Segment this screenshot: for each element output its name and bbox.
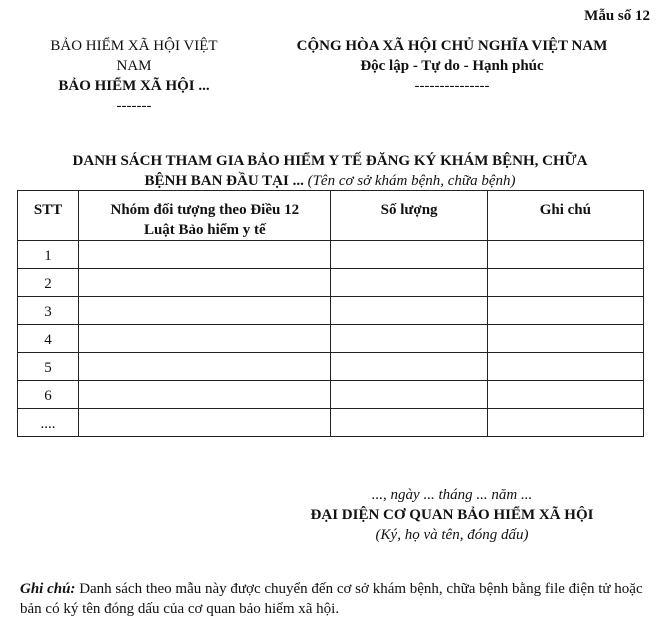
row-quantity-cell bbox=[331, 241, 487, 269]
row-stt: 1 bbox=[18, 241, 79, 269]
row-quantity-cell bbox=[331, 325, 487, 353]
row-quantity-cell bbox=[331, 381, 487, 409]
sub-agency-name: BẢO HIỂM XÃ HỘI ... bbox=[58, 78, 210, 94]
header-target-group-line2: Luật Bảo hiểm y tế bbox=[143, 222, 266, 238]
row-stt: 4 bbox=[18, 325, 79, 353]
table-row bbox=[18, 409, 644, 437]
row-target-group-cell bbox=[79, 381, 331, 409]
header-target-group-line1: Nhóm đối tượng theo Điều 12 bbox=[110, 202, 300, 218]
row-stt: 2 bbox=[18, 269, 79, 297]
facility-name-hint: (Tên cơ sở khám bệnh, chữa bệnh) bbox=[307, 173, 516, 189]
row-notes-cell bbox=[487, 297, 643, 325]
row-target-group-cell bbox=[79, 241, 331, 269]
header-quantity: Số lượng bbox=[331, 191, 487, 241]
signature-block bbox=[262, 485, 642, 545]
title-line2 bbox=[20, 171, 640, 191]
row-quantity-cell bbox=[331, 269, 487, 297]
row-quantity-cell bbox=[331, 409, 487, 437]
form-number: Mẫu số 12 bbox=[584, 8, 650, 24]
national-motto: Độc lập - Tự do - Hạnh phúc bbox=[360, 58, 544, 74]
row-notes-cell bbox=[487, 269, 643, 297]
header-stt: STT bbox=[18, 191, 79, 241]
row-quantity-cell bbox=[331, 353, 487, 381]
header-target-group bbox=[79, 191, 331, 241]
row-notes-cell bbox=[487, 409, 643, 437]
table-row bbox=[18, 381, 644, 409]
row-target-group-cell bbox=[79, 269, 331, 297]
row-quantity-cell bbox=[331, 297, 487, 325]
row-target-group-cell bbox=[79, 297, 331, 325]
row-notes-cell bbox=[487, 241, 643, 269]
title-line2-text: BỆNH BAN ĐẦU TẠI ... bbox=[144, 173, 304, 189]
agency-divider: ------- bbox=[116, 98, 152, 114]
table-row bbox=[18, 241, 644, 269]
row-stt: 5 bbox=[18, 353, 79, 381]
row-target-group-cell bbox=[79, 353, 331, 381]
signature-instruction: (Ký, họ và tên, đóng dấu) bbox=[375, 527, 529, 543]
footnote-label: Ghi chú: bbox=[20, 581, 76, 597]
table-row bbox=[18, 269, 644, 297]
agency-name-line1: BẢO HIỂM XÃ HỘI VIỆT bbox=[50, 38, 218, 54]
header-notes: Ghi chú bbox=[487, 191, 643, 241]
table-row bbox=[18, 353, 644, 381]
registration-table bbox=[17, 190, 644, 437]
row-notes-cell bbox=[487, 353, 643, 381]
title-line1: DANH SÁCH THAM GIA BẢO HIỂM Y TẾ ĐĂNG KÝ KHÁM BỆNH, CHỮA bbox=[72, 153, 588, 169]
row-stt: .... bbox=[18, 409, 79, 437]
signature-title: ĐẠI DIỆN CƠ QUAN BẢO HIỂM XÃ HỘI bbox=[310, 507, 594, 523]
row-target-group-cell bbox=[79, 325, 331, 353]
row-target-group-cell bbox=[79, 409, 331, 437]
country-name: CỘNG HÒA XÃ HỘI CHỦ NGHĨA VIỆT NAM bbox=[296, 38, 608, 54]
footnote bbox=[20, 579, 650, 619]
document-title bbox=[20, 151, 640, 191]
row-stt: 6 bbox=[18, 381, 79, 409]
agency-name-line2: NAM bbox=[116, 58, 152, 74]
national-divider: --------------- bbox=[414, 78, 490, 94]
row-stt: 3 bbox=[18, 297, 79, 325]
row-notes-cell bbox=[487, 381, 643, 409]
national-header bbox=[262, 36, 642, 96]
footnote-text: Danh sách theo mẫu này được chuyển đến cơ sở khám bệnh, chữa bệnh bằng file điện tử hoặc bản có ký tên đóng dấu của cơ quan bảo hiểm xã hội. bbox=[20, 581, 643, 617]
table-row bbox=[18, 297, 644, 325]
row-notes-cell bbox=[487, 325, 643, 353]
issuing-agency-header bbox=[20, 36, 248, 116]
table-row bbox=[18, 325, 644, 353]
signature-date-line: ..., ngày ... tháng ... năm ... bbox=[371, 487, 533, 503]
table-header-row bbox=[18, 191, 644, 241]
